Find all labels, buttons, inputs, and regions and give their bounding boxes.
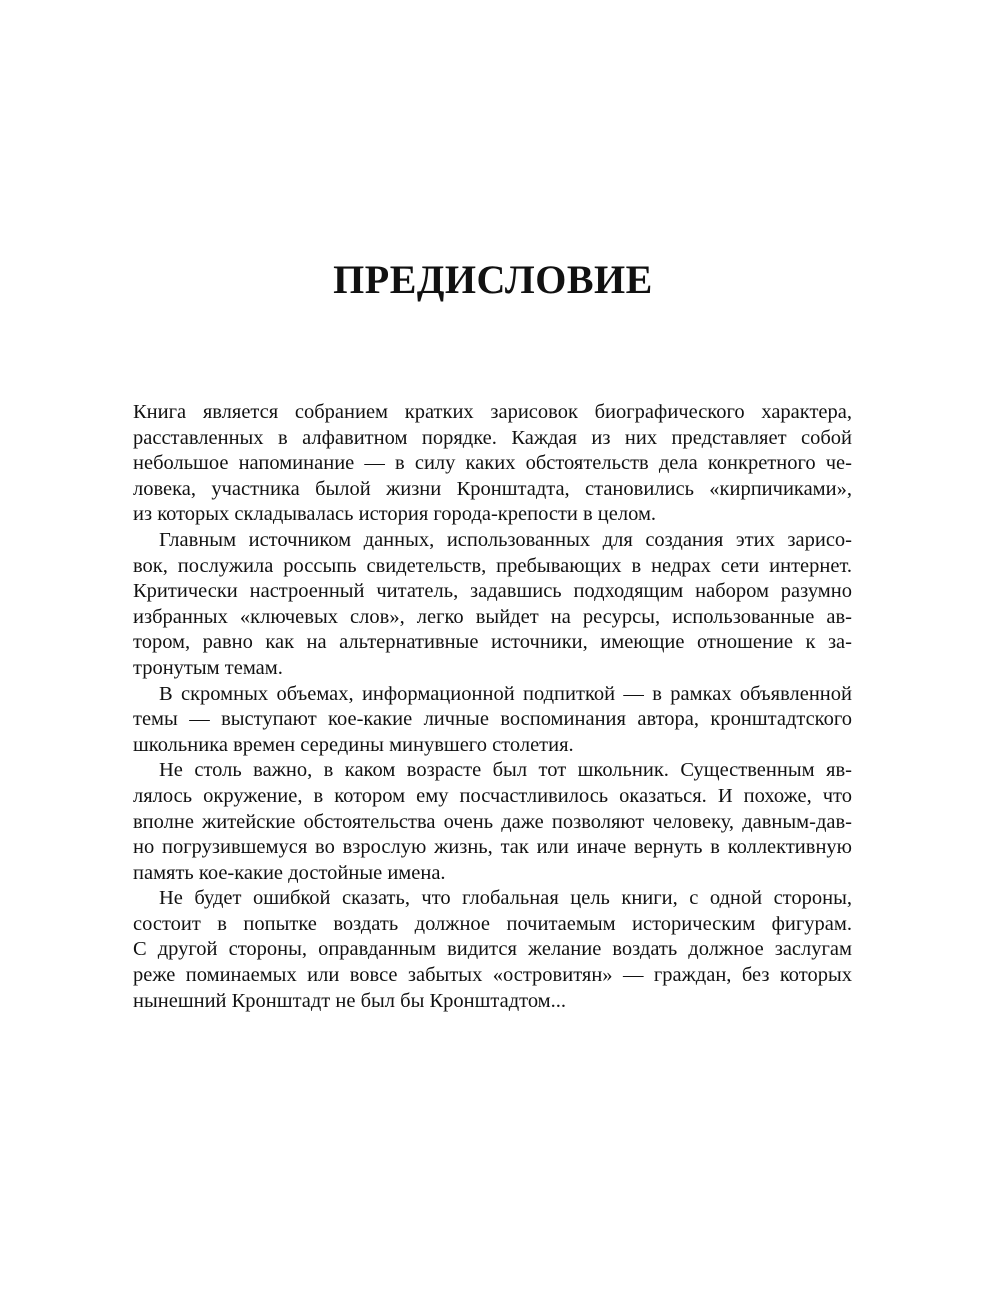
- text-line: нынешний Кронштадт не был бы Кронштадтом...: [133, 989, 567, 1012]
- text-line: В скромных объемах, информационной подпиткой — в рамках объявленной: [159, 682, 852, 705]
- text-line: избранных «ключевых слов», легко выйдет на ресурсы, использованные ав-: [133, 605, 852, 628]
- text-line: небольшое напоминание — в силу каких обстоятельств дела конкретного че-: [133, 452, 852, 475]
- preface-body: [133, 400, 852, 1014]
- text-line: Главным источником данных, использованных для создания этих зарисо-: [159, 528, 852, 551]
- text-line: С другой стороны, оправданным видится желание воздать должное заслугам: [133, 938, 852, 961]
- text-line: расставленных в алфавитном порядке. Каждая из них представляет собой: [133, 426, 852, 449]
- text-line: но погрузившемуся во взрослую жизнь, так или иначе вернуть в коллективную: [133, 836, 852, 859]
- text-line: вок, послужила россыпь свидетельств, пребывающих в недрах сети интернет.: [133, 554, 852, 577]
- text-line: состоит в попытке воздать должное почитаемым историческим фигурам.: [133, 912, 852, 935]
- text-line: реже поминаемых или вовсе забытых «островитян» — граждан, без которых: [133, 964, 852, 987]
- text-line: Не будет ошибкой сказать, что глобальная цель книги, с одной стороны,: [159, 887, 852, 910]
- text-line: тором, равно как на альтернативные источники, имеющие отношение к за-: [133, 631, 852, 654]
- text-line: Критически настроенный читатель, задавшись подходящим набором разумно: [133, 580, 852, 603]
- text-line: из которых складывалась история города-крепости в целом.: [133, 503, 657, 526]
- text-line: память кое-какие достойные имена.: [133, 861, 446, 884]
- page-title: ПРЕДИСЛОВИЕ: [333, 257, 653, 302]
- text-line: Не столь важно, в каком возрасте был тот школьник. Существенным яв-: [159, 759, 852, 782]
- text-line: ловека, участника былой жизни Кронштадта, становились «кирпичиками»,: [133, 477, 852, 500]
- text-line: Книга является собранием кратких зарисовок биографического характера,: [133, 401, 852, 423]
- text-line: вполне житейские обстоятельства очень даже позволяют человеку, давным-дав-: [133, 810, 852, 833]
- text-line: темы — выступают кое-какие личные воспоминания автора, кронштадтского: [133, 708, 852, 731]
- text-line: тронутым темам.: [133, 656, 283, 679]
- text-line: лялось окружение, в котором ему посчастливилось оказаться. И похоже, что: [133, 784, 852, 807]
- text-line: школьника времен середины минувшего столетия.: [133, 733, 574, 756]
